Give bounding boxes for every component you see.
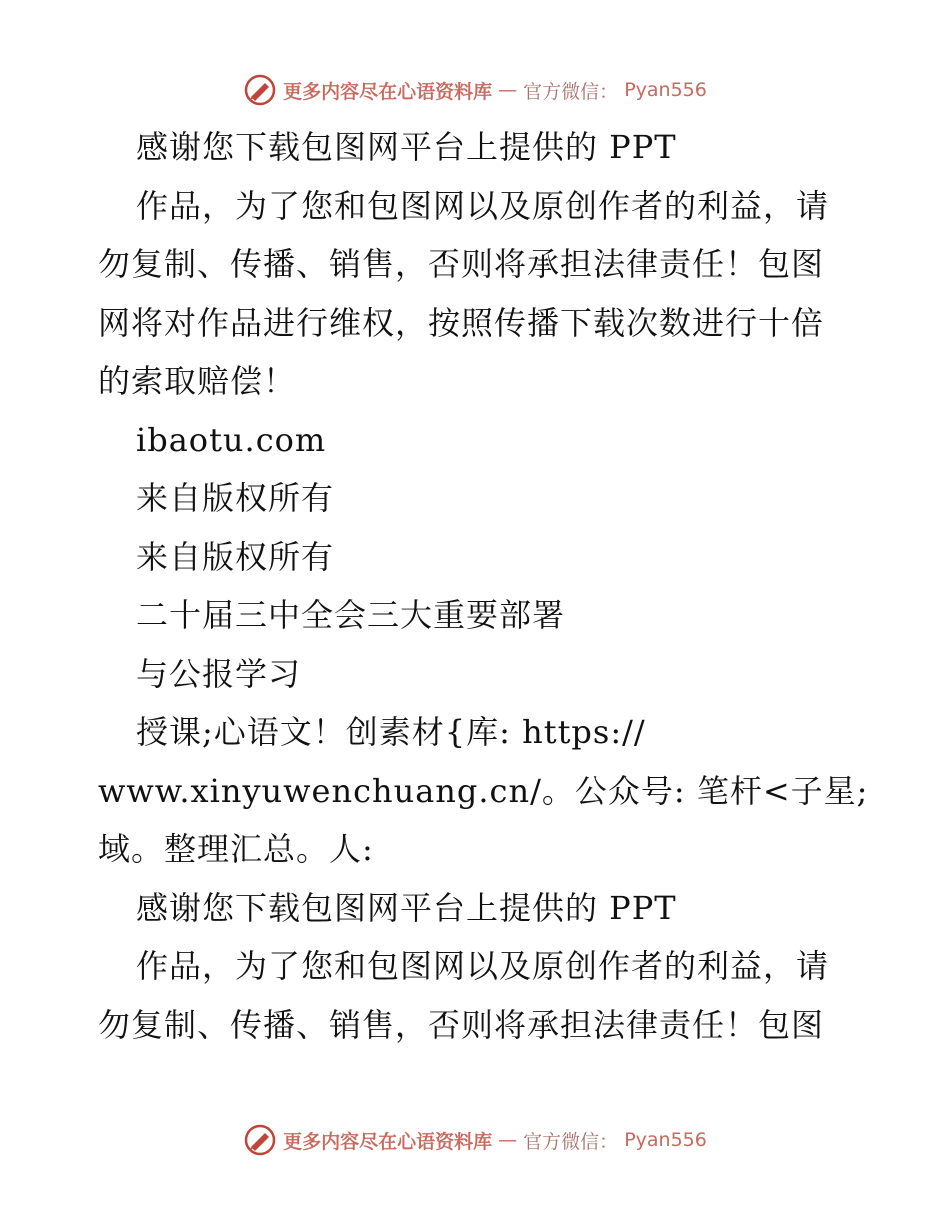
document-body <box>98 118 869 1054</box>
text-line: 二十届三中全会三大重要部署 <box>136 596 566 634</box>
text-line: 授课;心语文！创素材{库: https:// <box>136 713 646 751</box>
url-line: www.xinyuwenchuang.cn/。公众号: 笔杆<子星; <box>98 771 869 810</box>
banner-separator: — <box>498 79 518 101</box>
banner-wechat-label: 官方微信： <box>523 80 619 103</box>
text-line: 的索取赔偿！ <box>98 362 297 400</box>
text-line: 来自版权所有 <box>136 479 335 517</box>
banner-title: 更多内容尽在心语资料库 <box>283 1130 493 1153</box>
text-line: 感谢您下载包图网平台上提供的 PPT <box>136 128 677 166</box>
text-line: 感谢您下载包图网平台上提供的 PPT <box>136 888 677 927</box>
banner-wechat-label: 官方微信： <box>523 1130 619 1153</box>
banner-title: 更多内容尽在心语资料库 <box>283 80 493 103</box>
banner-separator: — <box>498 1129 518 1151</box>
banner-wechat-id: Pyan556 <box>624 1129 707 1151</box>
pen-logo-icon <box>243 73 277 107</box>
text-line: 勿复制、传播、销售，否则将承担法律责任！包图 <box>98 245 825 283</box>
header-banner <box>0 70 950 110</box>
banner-wechat-id: Pyan556 <box>624 79 707 101</box>
text-line: 域。整理汇总。人: <box>98 830 374 868</box>
text-line: 勿复制、传播、销售，否则将承担法律责任！包图 <box>98 1005 825 1044</box>
website-line: ibaotu.com <box>136 420 327 459</box>
text-line: 网将对作品进行维权，按照传播下载次数进行十倍 <box>98 303 825 342</box>
text-line: 与公报学习 <box>136 654 302 693</box>
pen-logo-icon <box>243 1123 277 1157</box>
text-line: 作品，为了您和包图网以及原创作者的利益，请 <box>136 186 830 225</box>
text-line: 来自版权所有 <box>136 537 335 576</box>
text-line: 作品，为了您和包图网以及原创作者的利益，请 <box>136 947 830 985</box>
footer-banner <box>0 1120 950 1160</box>
